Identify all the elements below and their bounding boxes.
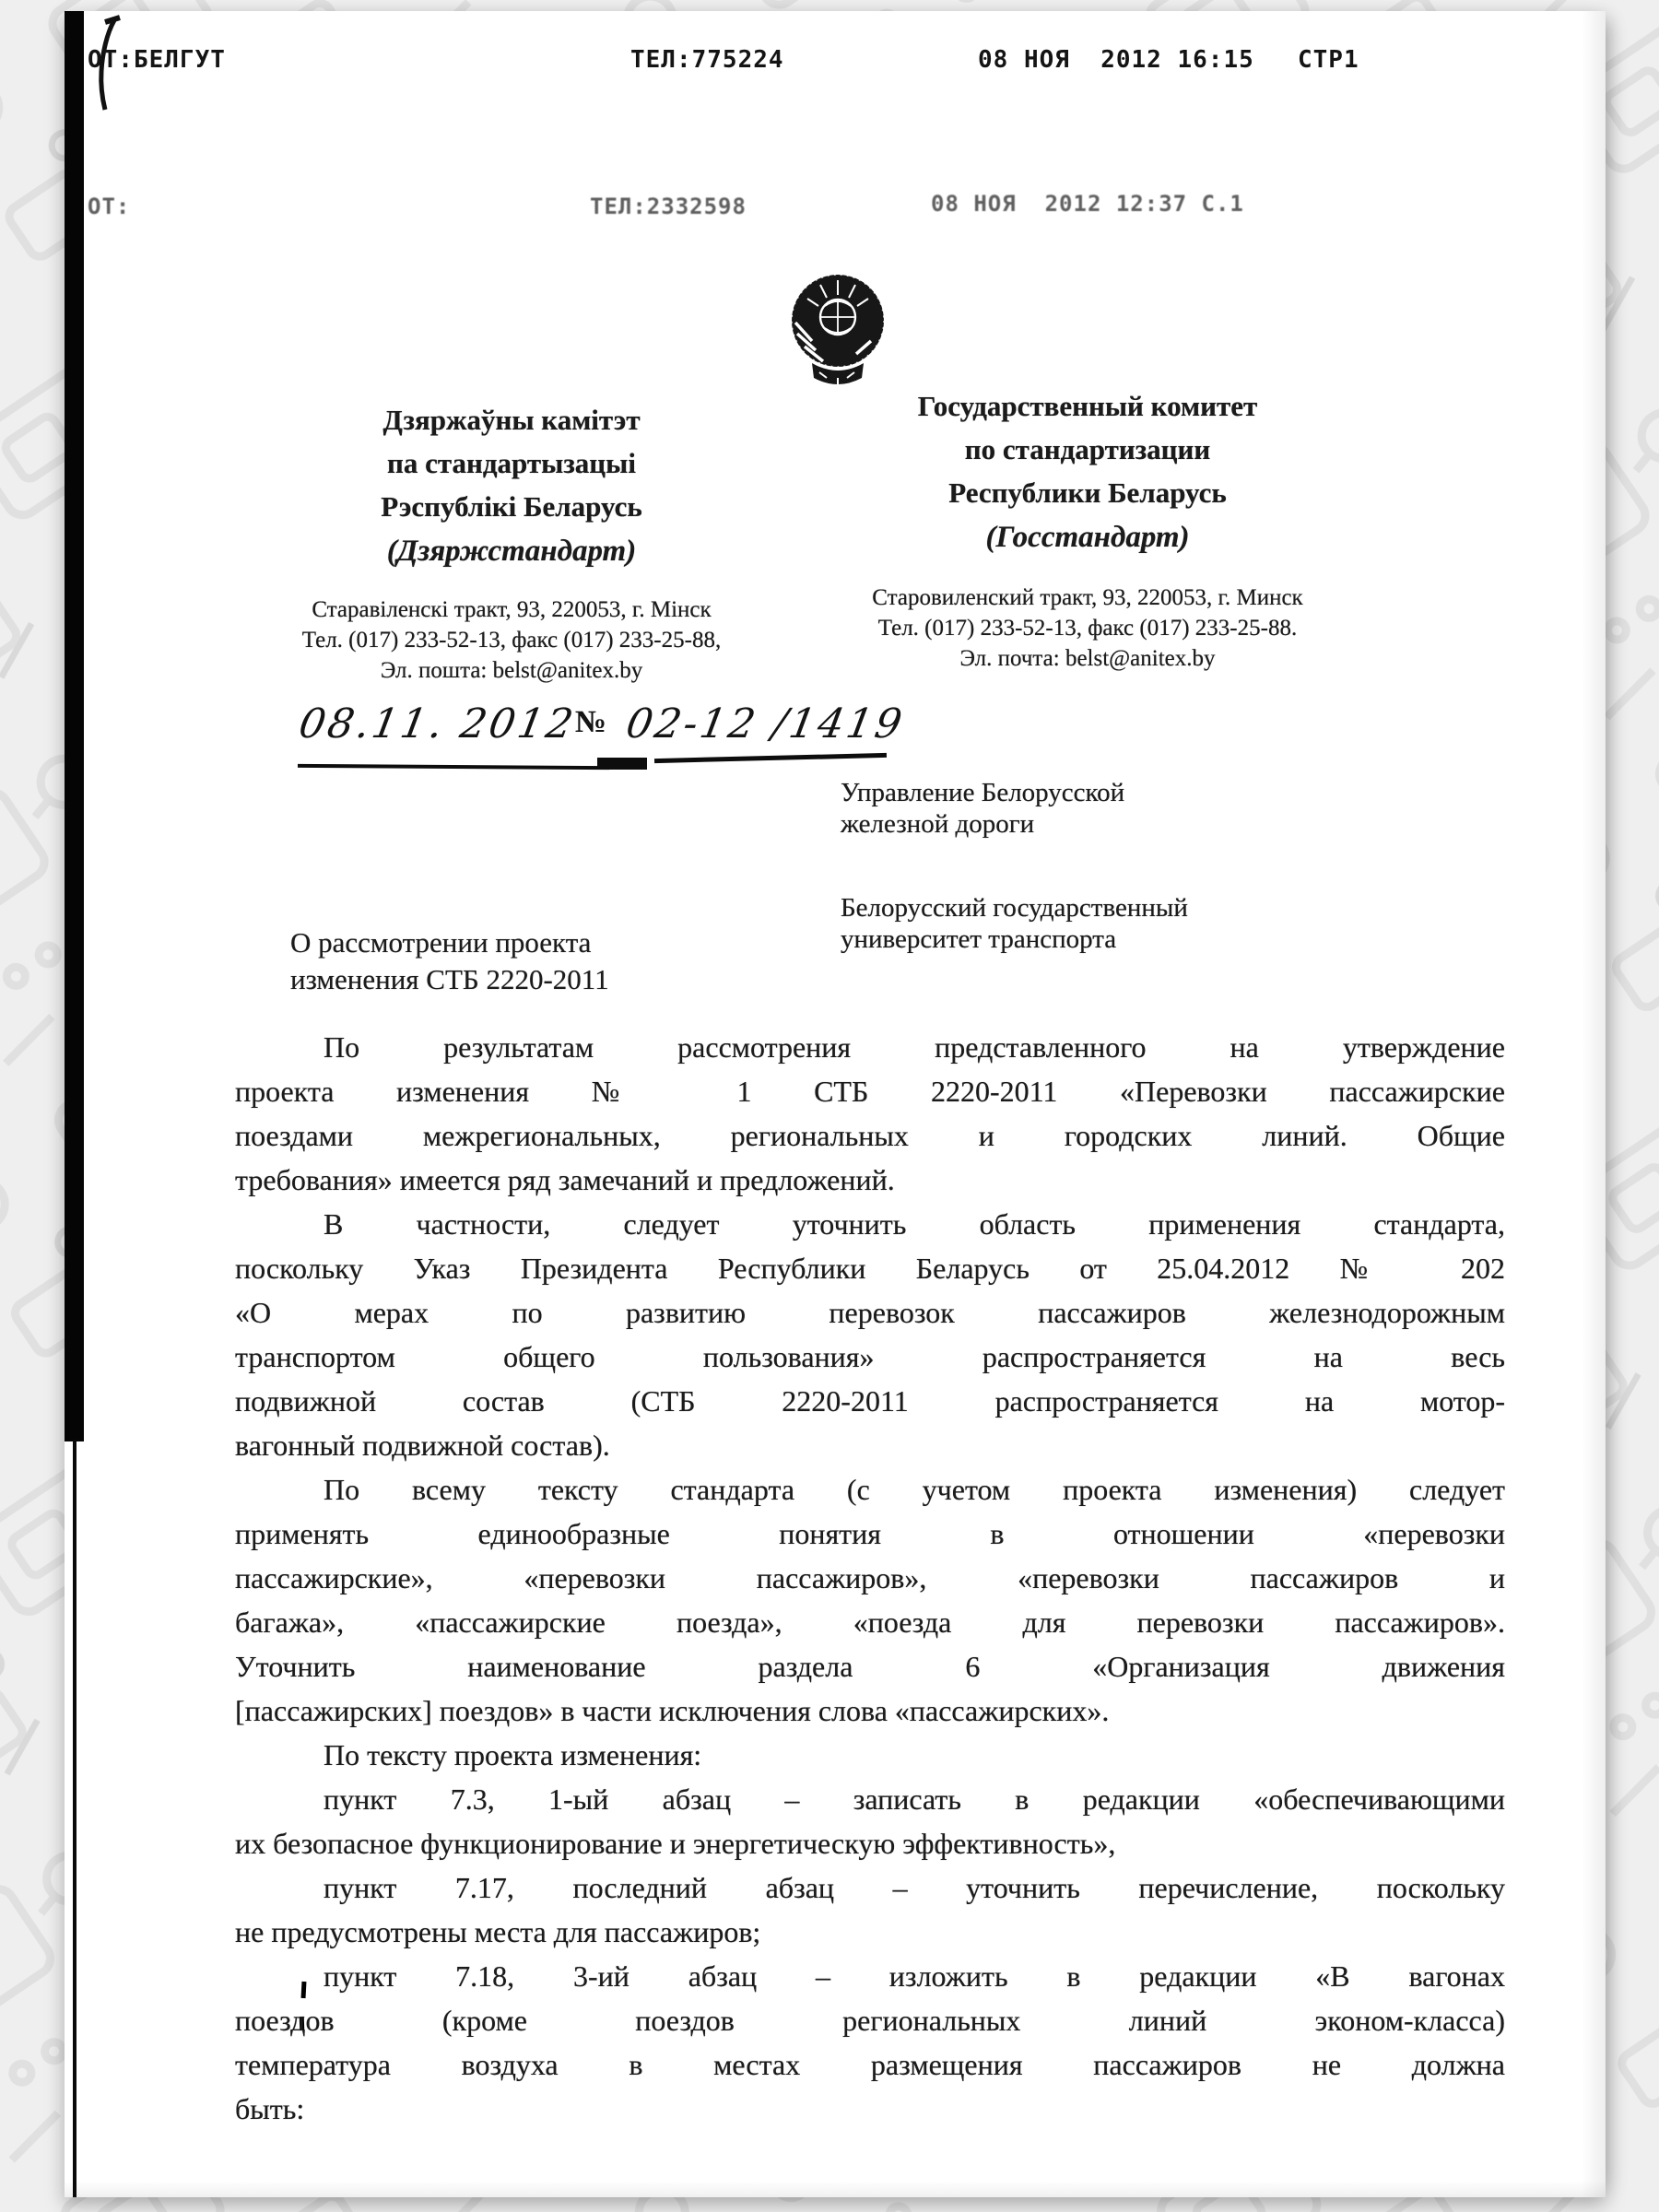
page-edge-shade bbox=[1582, 11, 1606, 2197]
fax-header2-tel: ТЕЛ:2332598 bbox=[590, 194, 747, 219]
fax-header-tel: ТЕЛ:775224 bbox=[630, 46, 784, 74]
recipient-line: железной дороги bbox=[841, 809, 1035, 839]
body-line: багажа», «пассажирские поезда», «поезда для перевозки пассажиров». bbox=[235, 1606, 1505, 1639]
body-line: подвижной состав (СТБ 2220-2011 распространяется на мотор- bbox=[235, 1384, 1505, 1418]
subject-line: О рассмотрении проекта bbox=[290, 926, 592, 959]
fax-header-datetime: 08 НОЯ 2012 16:15 bbox=[978, 46, 1254, 74]
body-line: По результатам рассмотрения представленного на утверждение bbox=[324, 1030, 1505, 1064]
body-line: По тексту проекта изменения: bbox=[324, 1738, 702, 1771]
body-line: пункт 7.17, последний абзац – уточнить перечисление, поскольку bbox=[324, 1871, 1505, 1904]
fax-header-from: ОТ:БЕЛГУТ bbox=[88, 46, 226, 74]
body-line: пункт 7.3, 1-ый абзац – записать в редакции «обеспечивающими bbox=[324, 1783, 1505, 1816]
fax-header2-datetime: 08 НОЯ 2012 12:37 С.1 bbox=[931, 191, 1244, 217]
address-line: Эл. пошта: belst@anitex.by bbox=[380, 658, 643, 683]
body-line: поездами межрегиональных, региональных и городских линий. Общие bbox=[235, 1119, 1505, 1152]
body-line: применять единообразные понятия в отношении «перевозки bbox=[235, 1517, 1505, 1550]
number-sign: № bbox=[574, 705, 607, 739]
body-line: [пассажирских] поездов» в части исключения слова «пассажирских». bbox=[235, 1694, 1110, 1727]
scan-artifact-line bbox=[73, 1440, 76, 2197]
page-bottom-shade bbox=[65, 2181, 1606, 2197]
body-line: быть: bbox=[235, 2092, 305, 2125]
letterhead-left bbox=[235, 398, 788, 574]
address-line: Старавіленскі тракт, 93, 220053, г. Мінск bbox=[312, 597, 712, 622]
body-line: вагонный подвижной состав). bbox=[235, 1429, 610, 1462]
body-line: По всему тексту стандарта (с учетом проекта изменения) следует bbox=[324, 1473, 1505, 1506]
body-line: Уточнить наименование раздела 6 «Организация движения bbox=[235, 1650, 1505, 1683]
fax-header2-from: ОТ: bbox=[88, 194, 131, 219]
body-line: В частности, следует уточнить область применения стандарта, bbox=[324, 1207, 1505, 1241]
handwritten-underline bbox=[654, 753, 887, 763]
belarus-state-emblem-icon bbox=[786, 262, 889, 402]
subject-block bbox=[290, 924, 609, 998]
body-line: пункт 7.18, 3-ий абзац – изложить в редакции «В вагонах bbox=[324, 1959, 1505, 1993]
body-text bbox=[235, 1025, 1505, 2131]
handwritten-underline bbox=[298, 764, 609, 770]
body-line: поскольку Указ Президента Республики Беларусь от 25.04.2012 № 202 bbox=[235, 1252, 1505, 1285]
recipient-line: университет транспорта bbox=[841, 924, 1117, 954]
subject-line: изменения СТБ 2220-2011 bbox=[290, 963, 609, 995]
body-line: транспортом общего пользования» распространяется на весь bbox=[235, 1340, 1505, 1373]
address-line: Старовиленский тракт, 93, 220053, г. Минск bbox=[872, 585, 1303, 610]
body-line: «О мерах по развитию перевозок пассажиров железнодорожным bbox=[235, 1296, 1505, 1329]
letterhead-right bbox=[811, 384, 1364, 560]
reference-line bbox=[295, 700, 909, 747]
recipient-line: Белорусский государственный bbox=[841, 893, 1188, 923]
body-line: их безопасное функционирование и энергетическую эффективность», bbox=[235, 1827, 1116, 1860]
body-line: поездов (кроме поездов региональных линий эконом-класса) bbox=[235, 2004, 1505, 2037]
letterhead-left-short-name: (Дзяржстандарт) bbox=[386, 535, 637, 568]
letterhead-left-address bbox=[235, 594, 788, 686]
letterhead-left-title-line: па стандартызацыі bbox=[387, 447, 636, 479]
recipient-block-1 bbox=[841, 777, 1124, 840]
address-line: Тел. (017) 233-52-13, факс (017) 233-25-88, bbox=[301, 628, 722, 653]
fax-header-page: СТР1 bbox=[1298, 46, 1359, 74]
letterhead-right-title-line: по стандартизации bbox=[964, 433, 1211, 465]
body-line: температура воздуха в местах размещения пассажиров не должна bbox=[235, 2048, 1505, 2081]
handwritten-ink-blot bbox=[597, 758, 647, 770]
body-line: проекта изменения № 1 СТБ 2220-2011 «Перевозки пассажирские bbox=[235, 1075, 1505, 1108]
body-line: пассажирские», «перевозки пассажиров», «перевозки пассажиров и bbox=[235, 1561, 1505, 1594]
scan-artifact-bar bbox=[65, 11, 84, 1441]
letterhead-left-title-line: Рэспублікі Беларусь bbox=[381, 490, 642, 523]
body-line: требования» имеется ряд замечаний и предложений. bbox=[235, 1163, 895, 1196]
document-page bbox=[65, 11, 1606, 2197]
handwritten-number: 02-12 /1419 bbox=[622, 700, 909, 747]
recipient-line: Управление Белорусской bbox=[841, 778, 1125, 807]
handwritten-date: 08.11. 2012 bbox=[295, 700, 580, 747]
letterhead-left-title-line: Дзяржаўны камітэт bbox=[382, 404, 641, 436]
letterhead-right-title-line: Государственный комитет bbox=[917, 390, 1258, 422]
letterhead-right-short-name: (Госстандарт) bbox=[985, 521, 1190, 554]
recipient-block-2 bbox=[841, 892, 1188, 955]
letterhead-right-address bbox=[811, 582, 1364, 674]
body-line: не предусмотрены места для пассажиров; bbox=[235, 1915, 761, 1948]
address-line: Тел. (017) 233-52-13, факс (017) 233-25-88. bbox=[877, 616, 1298, 641]
address-line: Эл. почта: belst@anitex.by bbox=[959, 646, 1216, 671]
letterhead-right-title-line: Республики Беларусь bbox=[948, 477, 1227, 509]
